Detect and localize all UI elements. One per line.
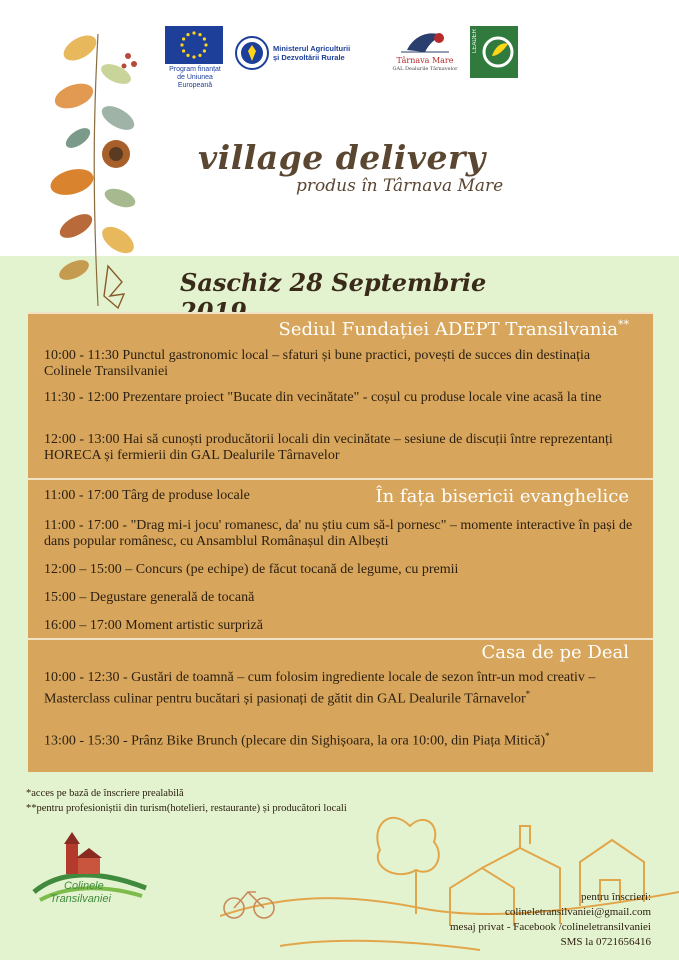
eu-logo <box>165 26 225 90</box>
program-item: 15:00 – Degustare generală de tocană <box>44 590 255 605</box>
program-section-adept <box>28 312 653 478</box>
program-item: 11:30 - 12:00 Prezentare proiect "Bucate din vecinătate" - coșul cu produse locale vine acasă la tine <box>44 390 602 405</box>
program-item: 12:00 - 13:00 Hai să cunoști producătorii locali din vecinătate – sesiune de discuții între reprezentanți HORECA și fermierii din GAL Dealurile Târnavelor <box>44 432 613 463</box>
program-section-church <box>28 478 653 638</box>
footnote: *acces pe bază de înscriere prealabilă <box>26 788 184 799</box>
program-item: 10:00 - 11:30 Punctul gastronomic local – sfaturi și bune practici, povești de succes din destinația Colinele Transilvaniei <box>44 348 591 379</box>
venue-title: Casa de pe Deal <box>481 642 629 663</box>
autumn-leaves-illustration <box>48 26 148 312</box>
eu-flag-icon <box>165 26 223 64</box>
ministry-caption: Ministerul Agriculturii și Dezvoltării Rurale <box>273 44 351 62</box>
tarnava-mare-logo <box>387 26 463 88</box>
ministry-logo <box>235 36 375 76</box>
contact-info <box>391 890 651 950</box>
event-subtitle: produs în Târnava Mare <box>296 176 504 196</box>
venue-title: În fața bisericii evanghelice <box>375 486 629 507</box>
contact-sms: SMS la 0721656416 <box>560 936 651 948</box>
contact-heading: pentru înscrieri: <box>581 891 651 903</box>
event-title: village delivery <box>198 138 486 177</box>
contact-facebook: mesaj privat - Facebook /colineletransilvaniei <box>450 921 651 933</box>
contact-email: colineletransilvaniei@gmail.com <box>504 906 651 918</box>
program-item: 11:00 - 17:00 Târg de produse locale <box>44 488 250 503</box>
tarnava-caption: Târnava Mare GAL Dealurile Târnavelor <box>392 56 458 72</box>
program-item: 10:00 - 12:30 - Gustări de toamnă – cum folosim ingrediente locale de sezon într-un mod creativ – Masterclass culinar pentru bucătari și pasionați de gătit din GAL Dealurile Târnavelor* <box>44 670 596 707</box>
program-item: 12:00 – 15:00 – Concurs (pe echipe) de făcut tocană de legume, cu premii <box>44 562 459 577</box>
program-item: 11:00 - 17:00 - "Drag mi-i jocu' romanesc, da' nu știu cum să-l pornesc" – momente interactive în pași de dans popular românesc, cu Ansamblul Românașul din Albești <box>44 518 633 549</box>
eu-caption: Program finanțat de Uniunea Europeană <box>169 66 221 89</box>
ministry-seal-icon <box>235 36 269 70</box>
program-item: 13:00 - 15:30 - Prânz Bike Brunch (plecare din Sighișoara, la ora 10:00, din Piața Mitică)* <box>44 731 550 749</box>
event-date: Saschiz 28 Septembrie <box>180 268 487 297</box>
colinele-name: Colinele Transilvaniei <box>50 880 111 905</box>
venue-title: Sediul Fundației ADEPT Transilvania** <box>278 318 629 340</box>
program-item: 16:00 – 17:00 Moment artistic surpriză <box>44 618 263 633</box>
leader-logo: LEADER <box>470 26 518 78</box>
tarnava-bird-icon <box>387 26 463 56</box>
footnote: **pentru profesioniștii din turism(hotelieri, restaurante) și producători locali <box>26 803 347 814</box>
program-section-casa <box>28 638 653 772</box>
